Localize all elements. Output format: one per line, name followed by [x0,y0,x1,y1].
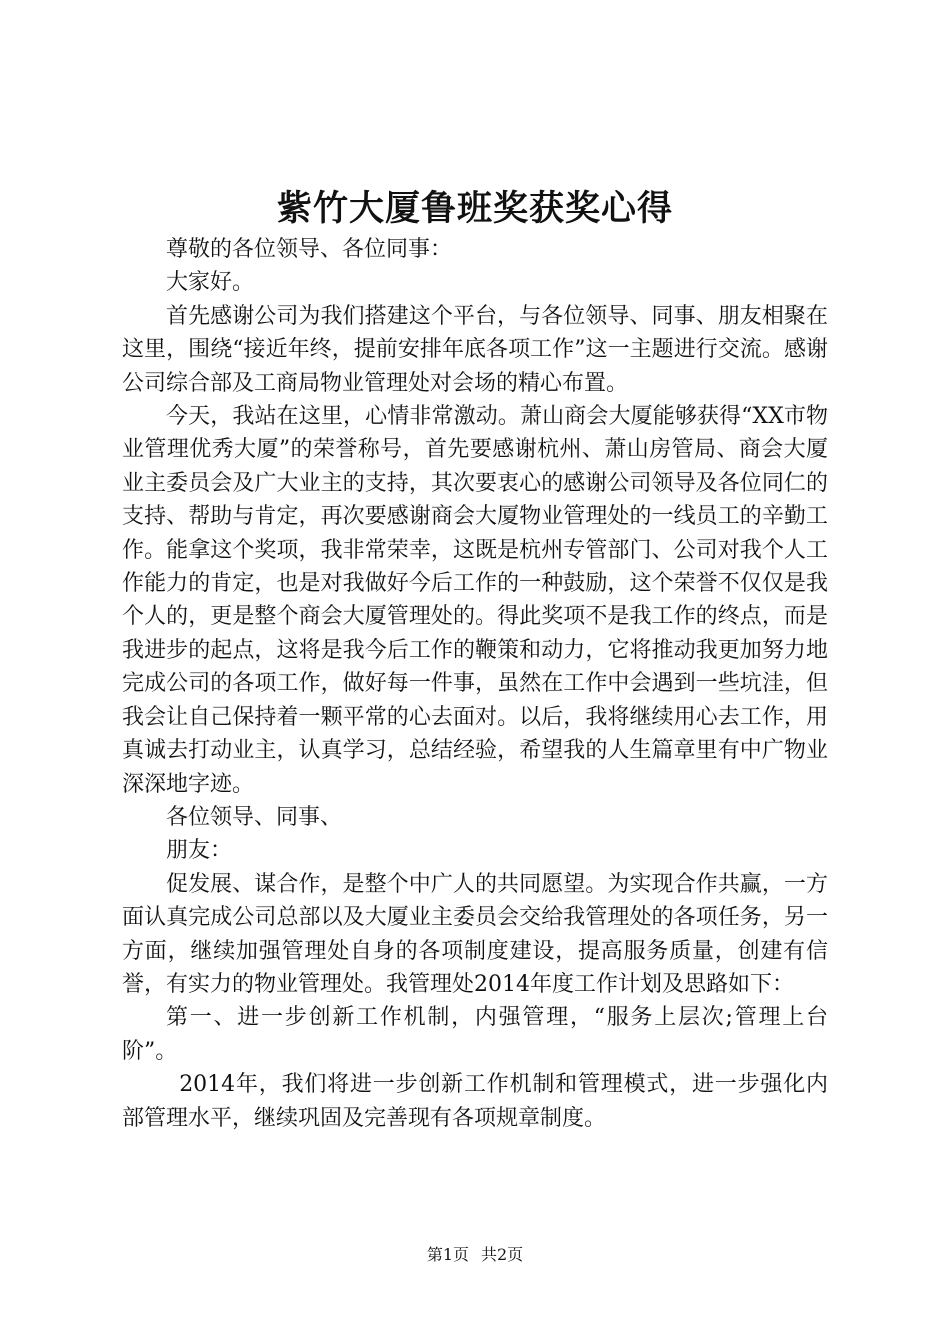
greeting: 大家好。 [166,270,255,296]
paragraph-2014-plan: 2014年，我们将进一步创新工作机制和管理模式，进一步强化内部管理水平，继续巩固及完善现有各项规章制度。 [122,1072,828,1131]
document-title: 紫竹大厦鲁班奖获奖心得 [276,189,673,229]
page-footer [0,1243,950,1267]
address-line-2: 朋友： [166,838,233,864]
paragraph-first-point: 第一、进一步创新工作机制，内强管理，“服务上层次;管理上台阶”。 [122,1005,828,1064]
page-number: 第1页 [426,1245,469,1264]
paragraph-award: 今天，我站在这里，心情非常激动。萧山商会大厦能够获得“XX市物业管理优秀大厦”的荣誉称号，首先要感谢杭州、萧山房管局、商会大厦业主委员会及广大业主的支持，其次要衷心的感谢公司领导及各位同仁的支持、帮助与肯定，再次要感谢商会大厦物业管理处的一线员工的辛勤工作。能拿这个奖项，我非常荣幸，这既是杭州专管部门、公司对我个人工作能力的肯定，也是对我做好今后工作的一种鼓励，这个荣誉不仅仅是我个人的，更是整个商会大厦管理处的。得此奖项不是我工作的终点，而是我进步的起点，这将是我今后工作的鞭策和动力，它将推动我更加努力地完成公司的各项工作，做好每一件事，虽然在工作中会遇到一些坑洼，但我会让自己保持着一颗平常的心去面对。以后，我将继续用心去工作，用真诚去打动业主，认真学习，总结经验，希望我的人生篇章里有中广物业深深地字迹。 [122,404,828,797]
page-total: 共2页 [481,1245,524,1264]
document-body [122,233,828,1135]
paragraph-cooperation: 促发展、谋合作，是整个中广人的共同愿望。为实现合作共赢，一方面认真完成公司总部以及大厦业主委员会交给我管理处的各项任务，另一方面，继续加强管理处自身的各项制度建设，提高服务质量，创建有信誉，有实力的物业管理处。我管理处2014年度工作计划及思路如下： [122,871,828,997]
salutation: 尊敬的各位领导、各位同事： [166,237,453,262]
paragraph-thanks: 首先感谢公司为我们搭建这个平台，与各位领导、同事、朋友相聚在这里，围绕“接近年终，提前安排年底各项工作”这一主题进行交流。感谢公司综合部及工商局物业管理处对会场的精心布置。 [122,303,828,396]
address-line-1: 各位领导、同事、 [166,804,343,830]
